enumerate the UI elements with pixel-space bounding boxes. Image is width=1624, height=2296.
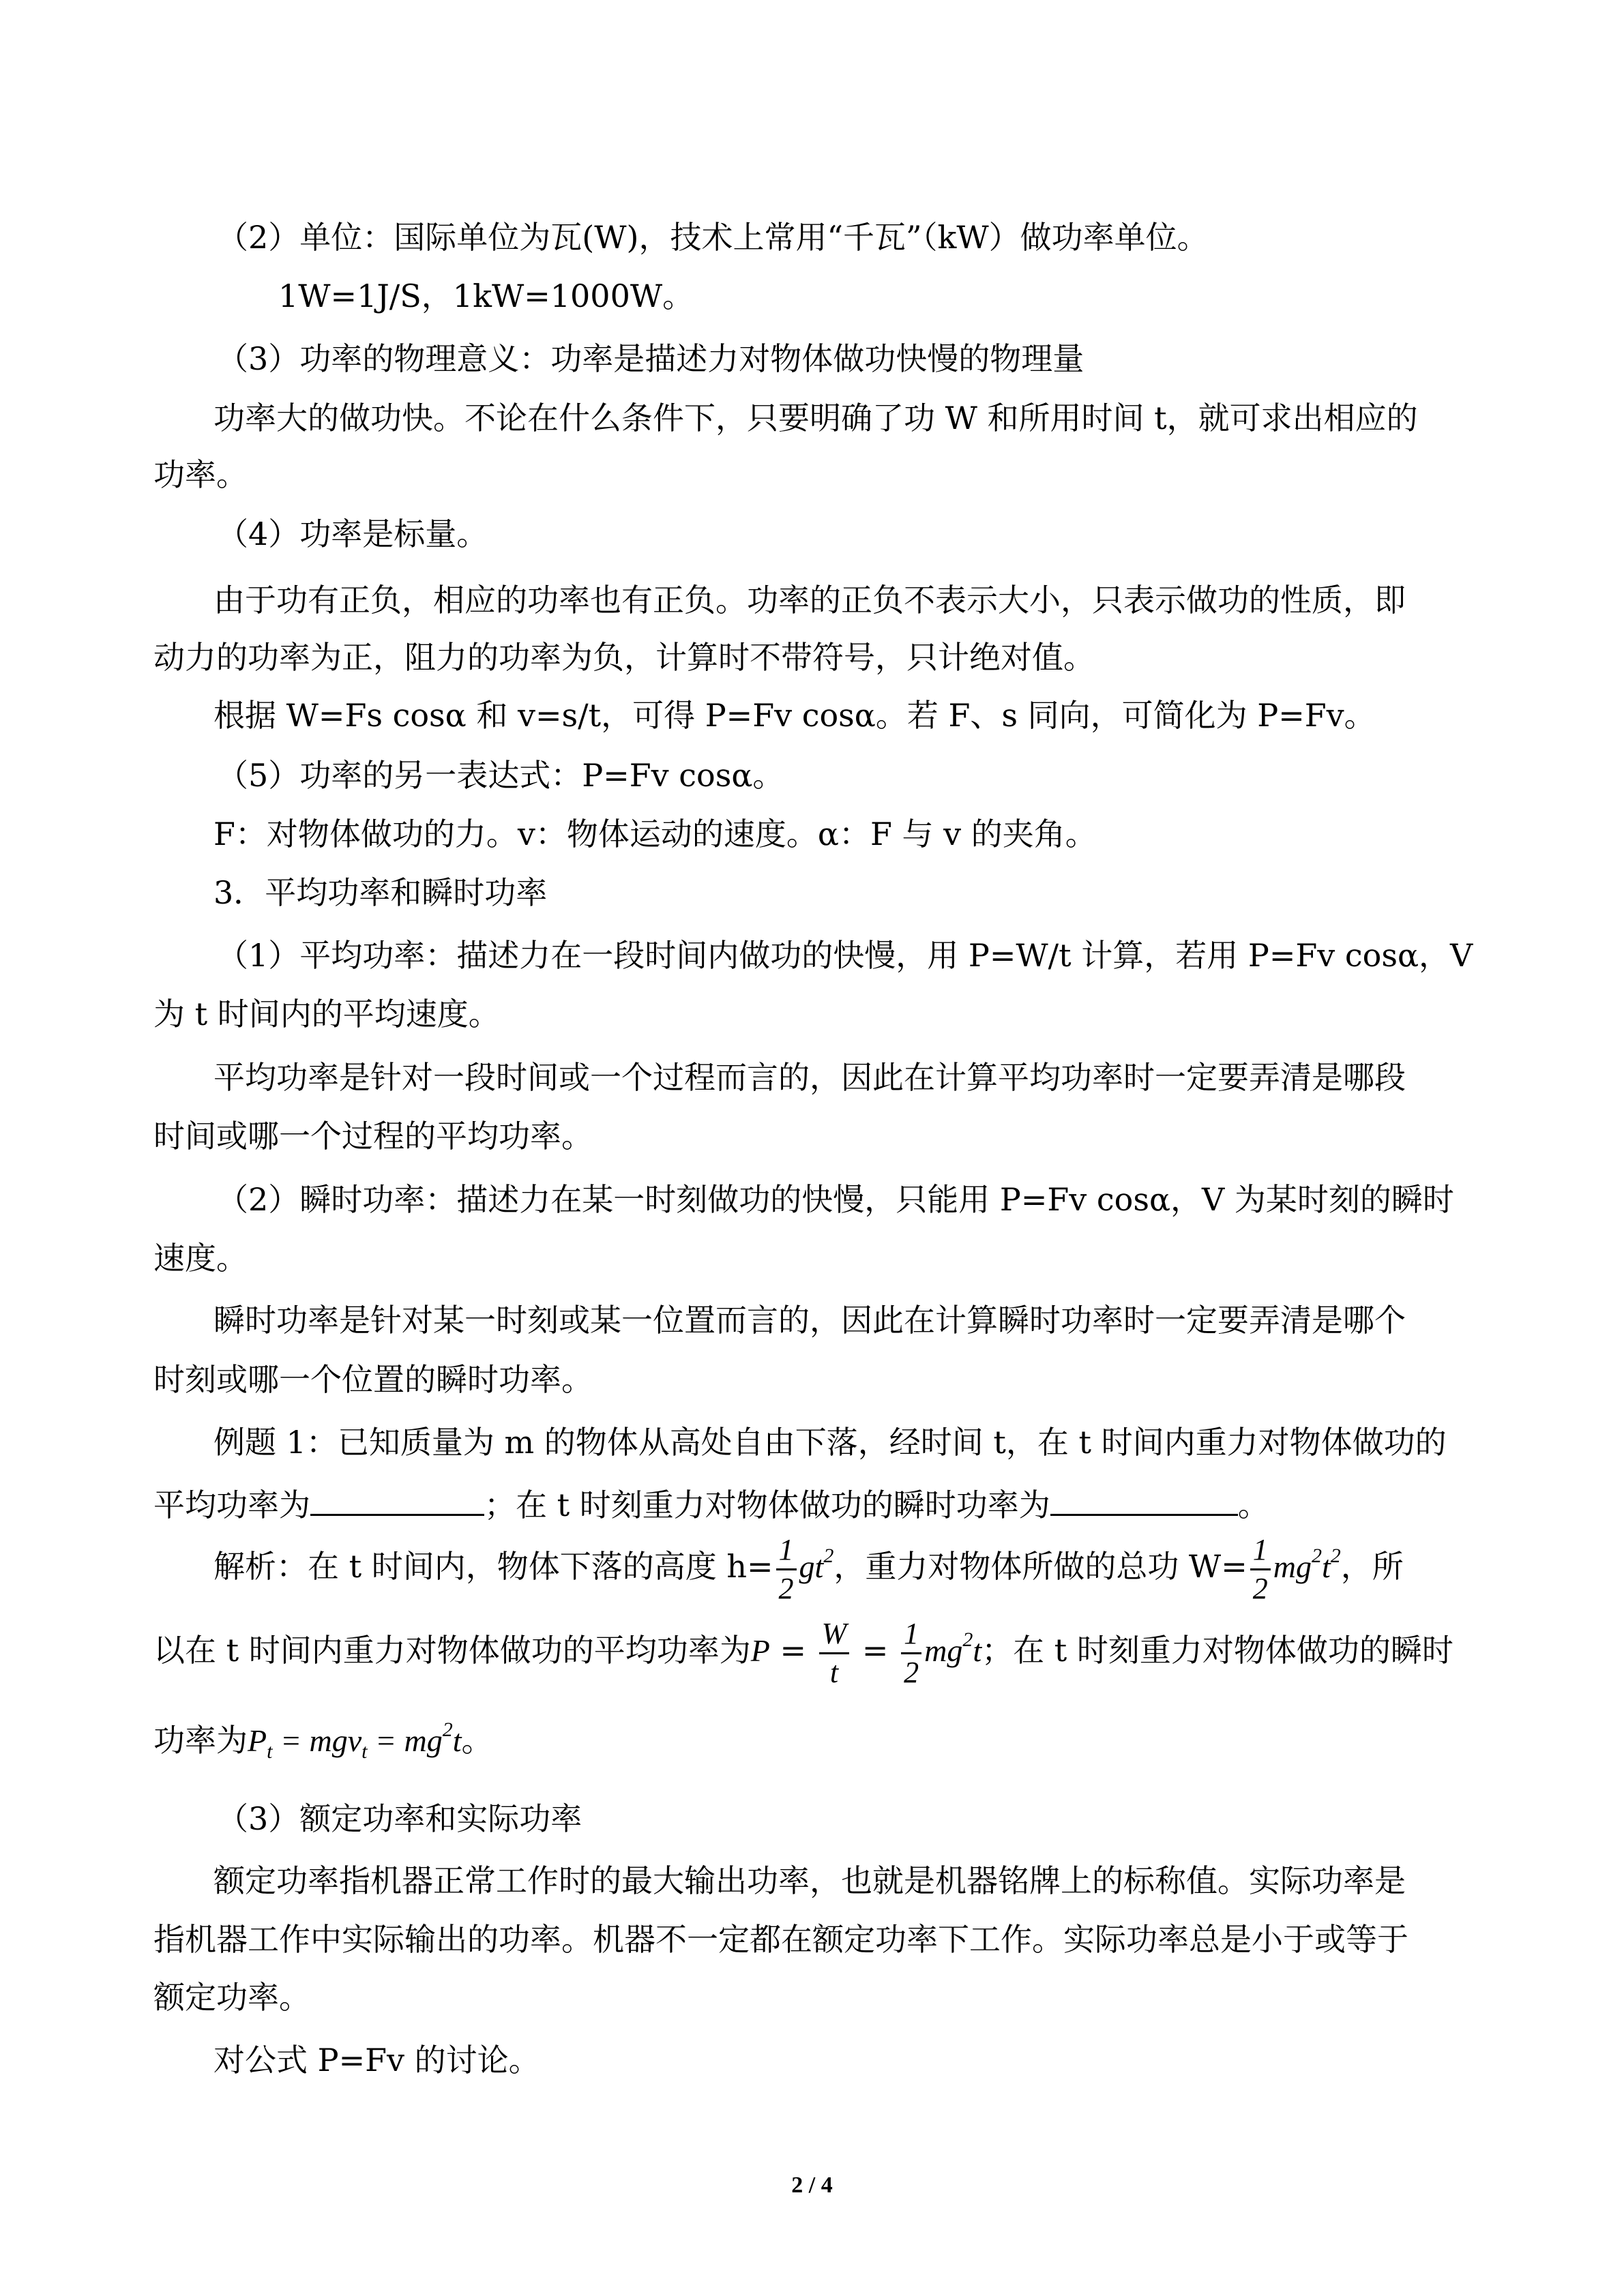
exponent: 2 — [1330, 1545, 1341, 1567]
text: ，重力对物体所做的总功 W= — [833, 1548, 1247, 1585]
text: 平均功率为 — [153, 1487, 310, 1523]
text-line: 速度。 — [153, 1240, 248, 1277]
exponent: 2 — [442, 1718, 453, 1741]
paragraph-expression: （5）功率的另一表达式：P=Fv cosα。 — [217, 757, 784, 794]
section-heading: 3．平均功率和瞬时功率 — [213, 874, 548, 911]
math-text: mg — [1273, 1549, 1312, 1584]
answer-blank-2 — [1050, 1481, 1238, 1516]
fraction — [1250, 1532, 1271, 1607]
subscript: t — [267, 1740, 273, 1763]
denominator: 2 — [904, 1655, 919, 1689]
example-question-blanks — [153, 1481, 1269, 1525]
paragraph-meaning: （3）功率的物理意义：功率是描述力对物体做功快慢的物理量 — [217, 340, 1084, 377]
text-line: 由于功有正负，相应的功率也有正负。功率的正负不表示大小，只表示做功的性质，即 — [213, 582, 1406, 618]
numerator: W — [821, 1616, 847, 1650]
text: 功率为 — [153, 1722, 248, 1759]
solution-line-1 — [213, 1526, 1404, 1607]
unit-conversion: 1W=1J/S，1kW=1000W。 — [278, 278, 694, 314]
math-text: P — [750, 1633, 770, 1668]
paragraph-rated-power: （3）额定功率和实际功率 — [217, 1800, 582, 1837]
paragraph-unit: （2）单位：国际单位为瓦(W)，技术上常用“千瓦”（kW）做功率单位。 — [217, 219, 1209, 256]
page-number: 2 / 4 — [791, 2173, 833, 2198]
fraction — [901, 1615, 921, 1691]
fraction — [776, 1532, 797, 1607]
text-line: 对公式 P=Fv 的讨论。 — [213, 2042, 540, 2078]
text-line: 额定功率。 — [153, 1979, 310, 2016]
subscript: t — [361, 1740, 368, 1763]
formula — [924, 1628, 982, 1668]
text: 。 — [1237, 1487, 1269, 1523]
text-line: 根据 W=Fs cosα 和 v=s/t，可得 P=Fv cosα。若 F、s 同向，可简化为 P=Fv。 — [213, 697, 1376, 734]
answer-blank-1 — [310, 1481, 484, 1516]
paragraph-scalar: （4）功率是标量。 — [217, 516, 488, 552]
math-text: P — [248, 1723, 267, 1758]
exponent: 2 — [823, 1545, 834, 1567]
equals: = — [367, 1723, 404, 1758]
formula — [799, 1545, 834, 1584]
text-line: 额定功率指机器正常工作时的最大输出功率，也就是机器铭牌上的标称值。实际功率是 — [213, 1862, 1406, 1899]
equals: = — [769, 1632, 816, 1669]
text-line: 功率。 — [153, 456, 248, 493]
text-line: 动力的功率为正，阻力的功率为负，计算时不带符号，只计绝对值。 — [153, 639, 1095, 676]
formula — [1273, 1545, 1341, 1584]
equals: = — [272, 1723, 310, 1758]
text-line: 时间或哪一个过程的平均功率。 — [153, 1118, 593, 1154]
text: ；在 t 时刻重力对物体做功的瞬时功率为 — [484, 1487, 1050, 1523]
text-line: 功率大的做功快。不论在什么条件下，只要明确了功 W 和所用时间 t，就可求出相应的 — [213, 400, 1418, 436]
exponent: 2 — [962, 1628, 973, 1651]
text-line: 时刻或哪一个位置的瞬时功率。 — [153, 1361, 593, 1398]
math-text: mg — [924, 1633, 963, 1668]
text: 解析：在 t 时间内，物体下落的高度 h= — [213, 1548, 773, 1585]
solution-line-3 — [153, 1720, 493, 1761]
text-line: 平均功率是针对一段时间或一个过程而言的，因此在计算平均功率时一定要弄清是哪段 — [213, 1059, 1406, 1096]
text-line: 为 t 时间内的平均速度。 — [153, 996, 500, 1032]
math-text: t — [973, 1633, 982, 1668]
text: ；在 t 时刻重力对物体做功的瞬时 — [981, 1632, 1453, 1669]
math-text: mg — [404, 1723, 443, 1758]
numerator: 1 — [1252, 1532, 1268, 1566]
exponent: 2 — [1312, 1545, 1322, 1567]
denominator: t — [829, 1655, 839, 1689]
solution-line-2 — [153, 1610, 1453, 1691]
text-line: F：对物体做功的力。v：物体运动的速度。α：F 与 v 的夹角。 — [213, 816, 1097, 852]
fraction — [819, 1615, 850, 1691]
denominator: 2 — [778, 1571, 794, 1605]
text: 。 — [461, 1722, 493, 1759]
text: 以在 t 时间内重力对物体做功的平均功率为 — [153, 1632, 751, 1669]
text-line: 瞬时功率是针对某一时刻或某一位置而言的，因此在计算瞬时功率时一定要弄清是哪个 — [213, 1302, 1406, 1339]
paragraph-instant-power: （2）瞬时功率：描述力在某一时刻做功的快慢，只能用 P=Fv cosα，V 为某时刻的瞬时 — [217, 1181, 1454, 1218]
numerator: 1 — [778, 1532, 794, 1566]
text: ，所 — [1340, 1548, 1404, 1585]
paragraph-average-power: （1）平均功率：描述力在一段时间内做功的快慢，用 P=W/t 计算，若用 P=Fv cosα，V — [217, 937, 1473, 974]
math-text: mgv — [309, 1723, 362, 1758]
numerator: 1 — [904, 1616, 919, 1650]
text-line: 指机器工作中实际输出的功率。机器不一定都在额定功率下工作。实际功率总是小于或等于 — [153, 1921, 1408, 1958]
equals: = — [852, 1632, 899, 1669]
denominator: 2 — [1252, 1571, 1268, 1605]
example-question: 例题 1：已知质量为 m 的物体从高处自由下落，经时间 t，在 t 时间内重力对物体做功的 — [213, 1424, 1447, 1461]
math-text: t — [1322, 1549, 1331, 1584]
math-text: gt — [799, 1549, 824, 1584]
math-text: t — [452, 1723, 462, 1758]
formula — [248, 1718, 462, 1763]
